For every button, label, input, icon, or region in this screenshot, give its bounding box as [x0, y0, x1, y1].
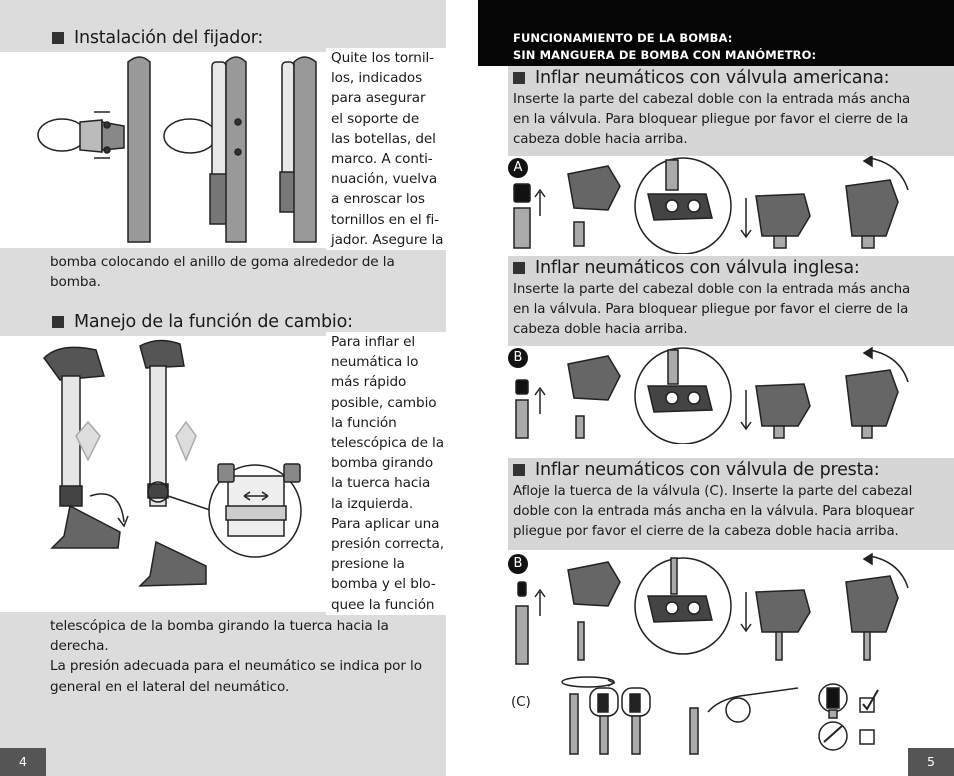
switch-text-line: quee la función [331, 596, 435, 613]
mount-title-text: Instalación del fijador: [74, 28, 264, 48]
mount-text-line: para asegurar [331, 90, 426, 107]
switch-cont-text [50, 616, 446, 697]
step-badge-b: B [508, 348, 528, 368]
presta-valve-steps-svg [508, 552, 954, 668]
section-english-valve [508, 256, 954, 346]
mount-section-title [52, 28, 263, 48]
section-presta-valve [508, 458, 954, 550]
english-valve-steps [508, 346, 954, 444]
left-page [0, 0, 446, 776]
switch-text-line: presión correcta, [331, 536, 444, 553]
step-badge-b-presta: B [508, 554, 528, 574]
presta-valve-title [513, 460, 954, 480]
right-page [478, 0, 954, 776]
mount-text-line: jador. Asegure la [331, 231, 444, 248]
bullet-square-icon [513, 72, 525, 84]
bullet-square-icon [52, 316, 64, 328]
mount-cont-text [50, 252, 446, 292]
switch-text-line: Para aplicar una [331, 515, 440, 532]
section-american-valve [508, 66, 954, 156]
mount-text-line: tornillos en el fi- [331, 211, 439, 228]
english-valve-title [513, 258, 954, 278]
american-valve-steps [508, 156, 954, 254]
english-valve-text-line: Inserte la parte del cabezal doble con la entrada más ancha [513, 282, 911, 297]
header-line: SIN MANGUERA DE BOMBA CON MANÓMETRO: [513, 48, 817, 62]
bullet-square-icon [513, 464, 525, 476]
mount-illustration-svg [0, 52, 326, 248]
english-valve-steps-svg [508, 346, 954, 444]
presta-valve-text-line: Afloje la tuerca de la válvula (C). Inserte la parte del cabezal [513, 484, 913, 499]
presta-nut-steps [508, 674, 954, 758]
american-valve-title-text: Inflar neumáticos con válvula americana: [535, 68, 890, 88]
mount-text-line: las botellas, del [331, 130, 436, 147]
switch-illustration [0, 336, 326, 612]
operation-header [478, 0, 954, 66]
switch-text-line: telescópica de la [331, 435, 444, 452]
american-valve-text-line: en la válvula. Para bloquear pliegue por favor el cierre de la [513, 112, 909, 127]
english-valve-title-text: Inflar neumáticos con válvula inglesa: [535, 258, 860, 278]
switch-text-line: neumática lo [331, 354, 419, 371]
switch-text-line: la función [331, 414, 397, 431]
switch-text-line: bomba girando [331, 455, 434, 472]
presta-valve-title-text: Inflar neumáticos con válvula de presta: [535, 460, 880, 480]
mount-text-line: marco. A conti- [331, 151, 433, 168]
switch-text-line: bomba y el blo- [331, 576, 436, 593]
switch-title-text: Manejo de la función de cambio: [74, 312, 353, 332]
american-valve-steps-svg [508, 156, 954, 254]
english-valve-text-line: en la válvula. Para bloquear pliegue por favor el cierre de la [513, 302, 909, 317]
switch-text-line: posible, cambio [331, 394, 437, 411]
mount-side-text [326, 48, 446, 250]
valve-nut-label: (C) [511, 694, 531, 710]
switch-text-line: general en el lateral del neumático. [50, 678, 290, 695]
presta-valve-text-line: doble con la entrada más ancha en la válvula. Para bloquear [513, 504, 914, 519]
mount-text-line: los, indicados [331, 70, 423, 87]
switch-illustration-svg [0, 336, 326, 612]
switch-text-line: Para inflar el [331, 334, 416, 350]
american-valve-title [513, 68, 954, 88]
page-number-left: 4 [0, 748, 46, 776]
switch-section-title [52, 312, 353, 332]
mount-text-line: el soporte de [331, 110, 420, 127]
mount-illustration [0, 52, 326, 248]
mount-text-line: nuación, vuelva [331, 171, 438, 188]
page-number-right: 5 [908, 748, 954, 776]
presta-valve-steps [508, 552, 954, 668]
step-badge-a: A [508, 158, 528, 178]
switch-text-line: la tuerca hacia [331, 475, 431, 492]
header-line: FUNCIONAMIENTO DE LA BOMBA: [513, 31, 733, 45]
presta-nut-steps-svg [508, 674, 954, 758]
switch-text-line: telescópica de la bomba girando la tuerca hacia la derecha. [50, 618, 389, 655]
switch-side-text [326, 332, 446, 615]
switch-text-line: la izquierda. [331, 495, 414, 512]
presta-valve-text-line: pliegue por favor el cierre de la cabeza doble hacia arriba. [513, 524, 899, 539]
bullet-square-icon [52, 32, 64, 44]
page-gutter [446, 0, 478, 776]
english-valve-text-line: cabeza doble hacia arriba. [513, 322, 688, 337]
american-valve-text-line: cabeza doble hacia arriba. [513, 132, 688, 147]
switch-text-line: La presión adecuada para el neumático se indica por lo [50, 658, 422, 675]
bullet-square-icon [513, 262, 525, 274]
american-valve-text-line: Inserte la parte del cabezal doble con la entrada más ancha [513, 92, 911, 107]
mount-text-line: a enroscar los [331, 191, 425, 208]
mount-text-line: bomba colocando el anillo de goma alrededor de la bomba. [50, 254, 395, 291]
switch-text-line: más rápido [331, 374, 407, 391]
mount-text-line: Quite los tornil- [331, 50, 434, 66]
switch-text-line: presione la [331, 556, 405, 573]
